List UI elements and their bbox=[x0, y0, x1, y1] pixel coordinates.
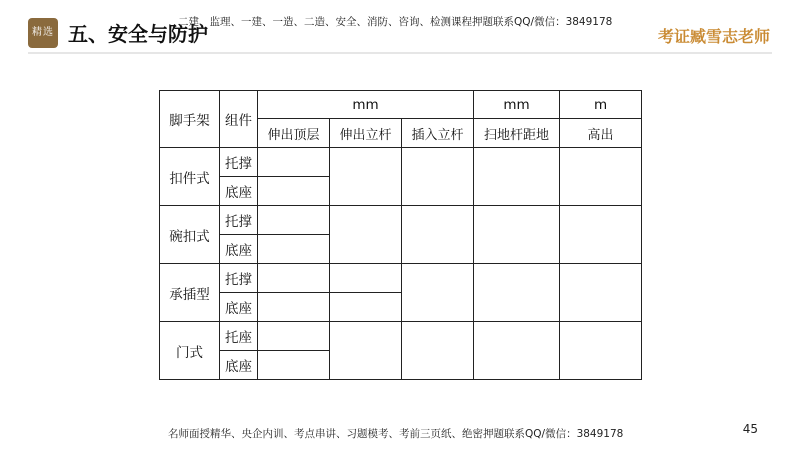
value-cell bbox=[330, 206, 402, 264]
value-cell bbox=[258, 293, 330, 322]
value-cell bbox=[402, 322, 474, 380]
value-cell bbox=[560, 264, 642, 322]
value-cell bbox=[474, 322, 560, 380]
scaffold-type-cell: 碗扣式 bbox=[160, 206, 220, 264]
value-cell bbox=[258, 264, 330, 293]
column-header: 高出 bbox=[560, 119, 642, 148]
column-header: 伸出顶层 bbox=[258, 119, 330, 148]
component-cell: 底座 bbox=[220, 177, 258, 206]
unit-cell: m bbox=[560, 91, 642, 119]
value-cell bbox=[474, 264, 560, 322]
value-cell bbox=[560, 322, 642, 380]
footer-ad-text: 名师面授精华、央企内训、考点串讲、习题模考、考前三页纸、绝密押题联系QQ/微信：3849178 bbox=[168, 428, 624, 440]
section-title: 五、安全与防护 bbox=[68, 22, 208, 46]
scaffold-type-cell: 扣件式 bbox=[160, 148, 220, 206]
scaffold-type-cell: 承插型 bbox=[160, 264, 220, 322]
component-cell: 托撑 bbox=[220, 206, 258, 235]
value-cell bbox=[560, 206, 642, 264]
value-cell bbox=[258, 206, 330, 235]
value-cell bbox=[330, 322, 402, 380]
component-cell: 底座 bbox=[220, 351, 258, 380]
value-cell bbox=[402, 264, 474, 322]
component-cell: 托座 bbox=[220, 322, 258, 351]
scaffold-table bbox=[159, 90, 642, 380]
component-cell: 底座 bbox=[220, 235, 258, 264]
value-cell bbox=[402, 206, 474, 264]
logo-badge: 精选 bbox=[28, 18, 58, 48]
page-number: 45 bbox=[742, 422, 758, 436]
table-row bbox=[160, 264, 642, 293]
table-row bbox=[160, 322, 642, 351]
table-row bbox=[160, 206, 642, 235]
component-cell: 托撑 bbox=[220, 148, 258, 177]
value-cell bbox=[330, 148, 402, 206]
corner-header: 脚手架 bbox=[160, 91, 220, 148]
value-cell bbox=[560, 148, 642, 206]
table-row bbox=[160, 148, 642, 177]
unit-cell: mm bbox=[474, 91, 560, 119]
value-cell bbox=[474, 206, 560, 264]
value-cell bbox=[258, 322, 330, 351]
value-cell bbox=[330, 264, 402, 293]
column-header: 伸出立杆 bbox=[330, 119, 402, 148]
top-ad-text: 二建、监理、一建、一造、二造、安全、消防、咨询、检测课程押题联系QQ/微信：3849178 bbox=[178, 16, 613, 28]
value-cell bbox=[258, 148, 330, 177]
table-unit-row bbox=[160, 91, 642, 119]
component-cell: 底座 bbox=[220, 293, 258, 322]
component-header: 组件 bbox=[220, 91, 258, 148]
value-cell bbox=[258, 177, 330, 206]
value-cell bbox=[474, 148, 560, 206]
value-cell bbox=[330, 293, 402, 322]
value-cell bbox=[258, 235, 330, 264]
value-cell bbox=[258, 351, 330, 380]
column-header: 插入立杆 bbox=[402, 119, 474, 148]
brand-name: 考证臧雪志老师 bbox=[657, 27, 770, 46]
header-divider bbox=[28, 52, 772, 54]
scaffold-type-cell: 门式 bbox=[160, 322, 220, 380]
column-header: 扫地杆距地 bbox=[474, 119, 560, 148]
component-cell: 托撑 bbox=[220, 264, 258, 293]
unit-cell: mm bbox=[258, 91, 474, 119]
value-cell bbox=[402, 148, 474, 206]
